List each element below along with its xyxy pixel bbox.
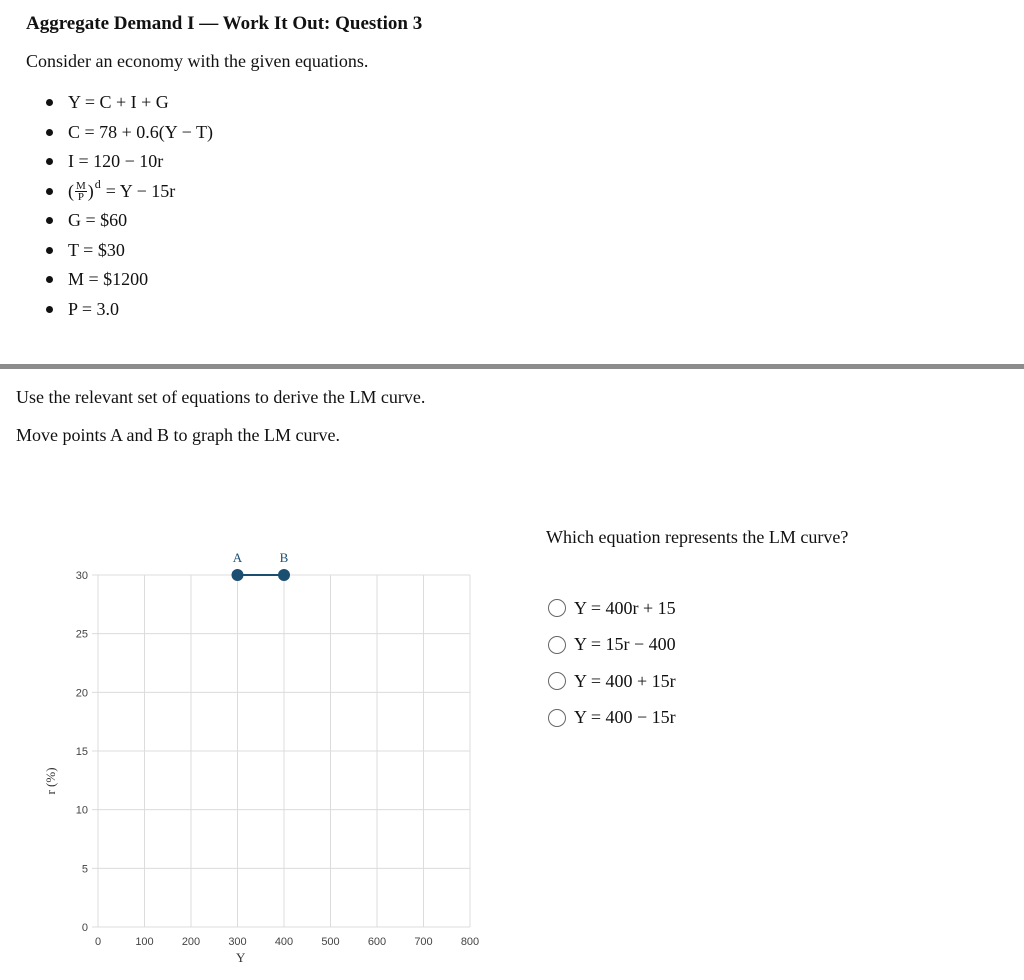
x-tick-label: 0 — [94, 936, 102, 948]
question-prompt: Which equation represents the LM curve? — [546, 527, 849, 547]
equation-item — [46, 118, 213, 148]
y-tick-label: 30 — [75, 570, 88, 582]
x-tick-label: 300 — [228, 936, 247, 948]
answer-option[interactable] — [548, 700, 676, 737]
y-tick-label: 5 — [81, 863, 88, 876]
equation-item — [46, 265, 213, 295]
bullet-icon — [46, 276, 53, 283]
x-tick-label: 600 — [367, 936, 387, 948]
equation-text: I = 120 − 10r — [68, 151, 164, 172]
radio-button[interactable] — [548, 709, 566, 727]
y-tick-label: 25 — [75, 628, 88, 641]
equation-item — [46, 295, 213, 325]
equation-list — [46, 88, 213, 324]
bullet-icon — [46, 306, 53, 313]
bullet-icon — [46, 129, 53, 136]
equation-item — [46, 177, 213, 207]
draggable-point-a[interactable] — [232, 569, 244, 581]
x-tick-label: 400 — [274, 936, 294, 948]
fraction-denominator: P — [77, 190, 84, 203]
y-tick-label: 20 — [75, 687, 88, 700]
intro-text: Consider an economy with the given equations. — [26, 51, 369, 71]
y-axis-title: r (%) — [43, 767, 58, 795]
point-label: B — [279, 550, 289, 565]
option-label: Y = 400r + 15 — [574, 597, 676, 618]
radio-button[interactable] — [548, 599, 566, 617]
bullet-icon — [46, 188, 53, 195]
y-tick-label: 0 — [81, 922, 88, 934]
answer-option[interactable] — [548, 590, 676, 627]
equation-item — [46, 88, 213, 118]
x-tick-label: 500 — [321, 936, 340, 948]
answer-option[interactable] — [548, 663, 676, 700]
equation-text: P = 3.0 — [68, 298, 119, 319]
bullet-icon — [46, 217, 53, 224]
bullet-icon — [46, 158, 53, 165]
page-title: Aggregate Demand I — Work It Out: Question 3 — [26, 13, 423, 34]
equation-text: G = $60 — [68, 210, 128, 231]
point-label: A — [232, 550, 243, 565]
instruction-move-points: Move points A and B to graph the LM curve. — [16, 425, 340, 445]
radio-button[interactable] — [548, 672, 566, 690]
paren-close: ) — [87, 180, 94, 201]
equation-text: M = $1200 — [68, 269, 149, 290]
x-tick-label: 200 — [181, 936, 201, 948]
equation-text: Y = C + I + G — [68, 92, 169, 113]
fraction — [75, 181, 87, 202]
bullet-icon — [46, 99, 53, 106]
fraction-numerator: M — [76, 179, 86, 192]
instruction-derive: Use the relevant set of equations to derive the LM curve. — [16, 387, 426, 407]
x-tick-label: 100 — [135, 936, 154, 948]
option-label: Y = 400 + 15r — [574, 670, 676, 691]
answer-option[interactable] — [548, 627, 676, 664]
lm-graph[interactable] — [0, 540, 520, 980]
bullet-icon — [46, 247, 53, 254]
section-divider — [0, 364, 1024, 369]
x-tick-label: 700 — [414, 936, 433, 948]
radio-button[interactable] — [548, 636, 566, 654]
equation-item — [46, 147, 213, 177]
x-tick-label: 800 — [460, 936, 480, 948]
equation-item — [46, 236, 213, 266]
y-tick-label: 10 — [75, 804, 88, 817]
paren-open: ( — [68, 180, 74, 201]
y-tick-label: 15 — [75, 746, 88, 758]
equation-item — [46, 206, 213, 236]
draggable-point-b[interactable] — [278, 569, 290, 581]
equation-text: = Y − 15r — [105, 180, 176, 201]
equation-text: T = $30 — [68, 239, 125, 260]
option-label: Y = 15r − 400 — [574, 634, 676, 655]
equation-text: C = 78 + 0.6(Y − T) — [68, 121, 213, 142]
answer-options — [548, 590, 676, 736]
superscript: d — [94, 176, 101, 191]
option-label: Y = 400 − 15r — [574, 707, 676, 728]
x-axis-title: Y — [236, 950, 246, 965]
